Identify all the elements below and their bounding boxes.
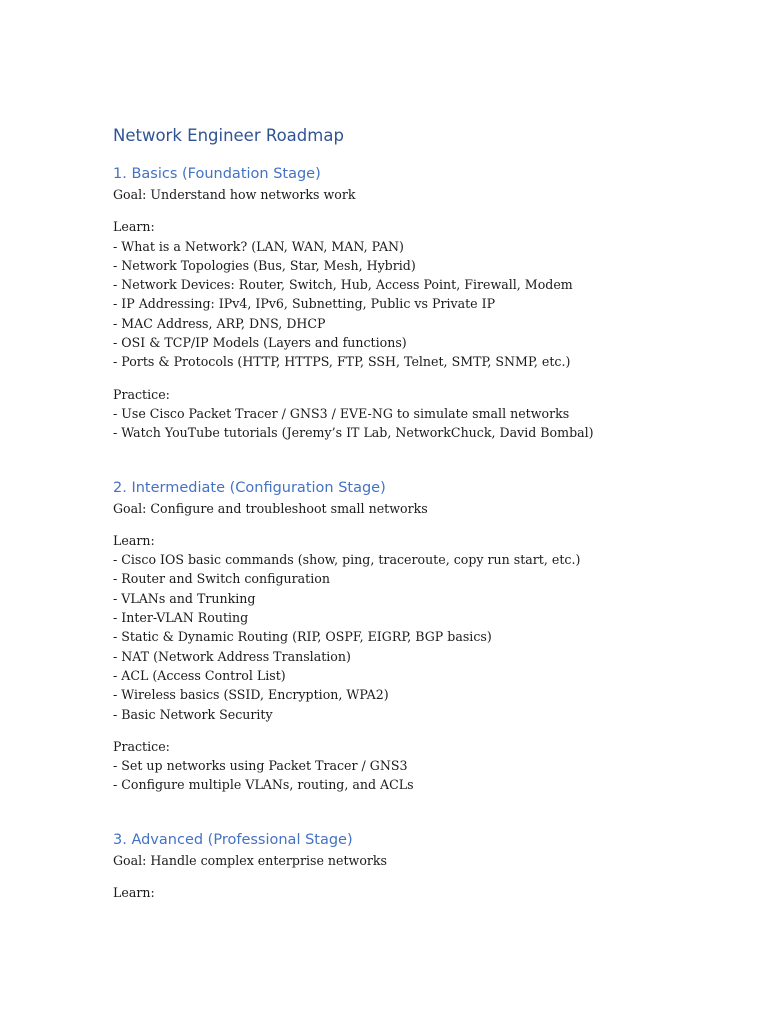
section-basics <box>113 163 733 443</box>
learn-label: Learn: <box>113 885 155 901</box>
list-item: - Static & Dynamic Routing (RIP, OSPF, EIGRP, BGP basics) <box>113 629 492 645</box>
document-body <box>113 124 733 902</box>
list-item: - MAC Address, ARP, DNS, DHCP <box>113 315 326 331</box>
section-intermediate <box>113 477 733 795</box>
section-goal: Goal: Configure and troubleshoot small networks <box>113 500 428 516</box>
spacer <box>113 518 733 531</box>
list-item: - OSI & TCP/IP Models (Layers and functions) <box>113 335 407 351</box>
list-item: - Basic Network Security <box>113 706 273 722</box>
list-item: - Ports & Protocols (HTTP, HTTPS, FTP, SSH, Telnet, SMTP, SNMP, etc.) <box>113 354 571 370</box>
practice-list <box>113 404 733 443</box>
learn-list <box>113 237 733 372</box>
spacer <box>113 870 733 883</box>
list-item: - Network Devices: Router, Switch, Hub, Access Point, Firewall, Modem <box>113 277 573 293</box>
list-item: - Set up networks using Packet Tracer / GNS3 <box>113 758 408 774</box>
list-item: - Network Topologies (Bus, Star, Mesh, Hybrid) <box>113 257 416 273</box>
list-item: - Use Cisco Packet Tracer / GNS3 / EVE-NG to simulate small networks <box>113 405 570 421</box>
list-item: - ACL (Access Control List) <box>113 667 286 683</box>
document-title: Network Engineer Roadmap <box>113 126 344 145</box>
spacer <box>113 204 733 217</box>
section-heading: 2. Intermediate (Configuration Stage) <box>113 479 386 496</box>
learn-label: Learn: <box>113 532 155 548</box>
list-item: - VLANs and Trunking <box>113 590 256 606</box>
list-item: - What is a Network? (LAN, WAN, MAN, PAN) <box>113 238 404 254</box>
list-item: - Router and Switch configuration <box>113 571 330 587</box>
list-item: - Wireless basics (SSID, Encryption, WPA2) <box>113 687 389 703</box>
list-item: - Watch YouTube tutorials (Jeremy’s IT Lab, NetworkChuck, David Bombal) <box>113 425 594 441</box>
learn-label: Learn: <box>113 219 155 235</box>
spacer <box>113 372 733 385</box>
list-item: - Cisco IOS basic commands (show, ping, traceroute, copy run start, etc.) <box>113 552 581 568</box>
practice-label: Practice: <box>113 738 170 754</box>
spacer <box>113 724 733 737</box>
section-goal: Goal: Understand how networks work <box>113 187 356 202</box>
practice-list <box>113 756 733 795</box>
list-item: - IP Addressing: IPv4, IPv6, Subnetting, Public vs Private IP <box>113 296 496 312</box>
section-heading: 1. Basics (Foundation Stage) <box>113 166 321 182</box>
list-item: - Inter-VLAN Routing <box>113 610 249 626</box>
list-item: - NAT (Network Address Translation) <box>113 648 351 664</box>
practice-label: Practice: <box>113 386 170 402</box>
section-heading: 3. Advanced (Professional Stage) <box>113 831 353 848</box>
section-advanced <box>113 829 733 903</box>
learn-list <box>113 550 733 724</box>
section-goal: Goal: Handle complex enterprise networks <box>113 852 388 868</box>
list-item: - Configure multiple VLANs, routing, and ACLs <box>113 777 414 793</box>
